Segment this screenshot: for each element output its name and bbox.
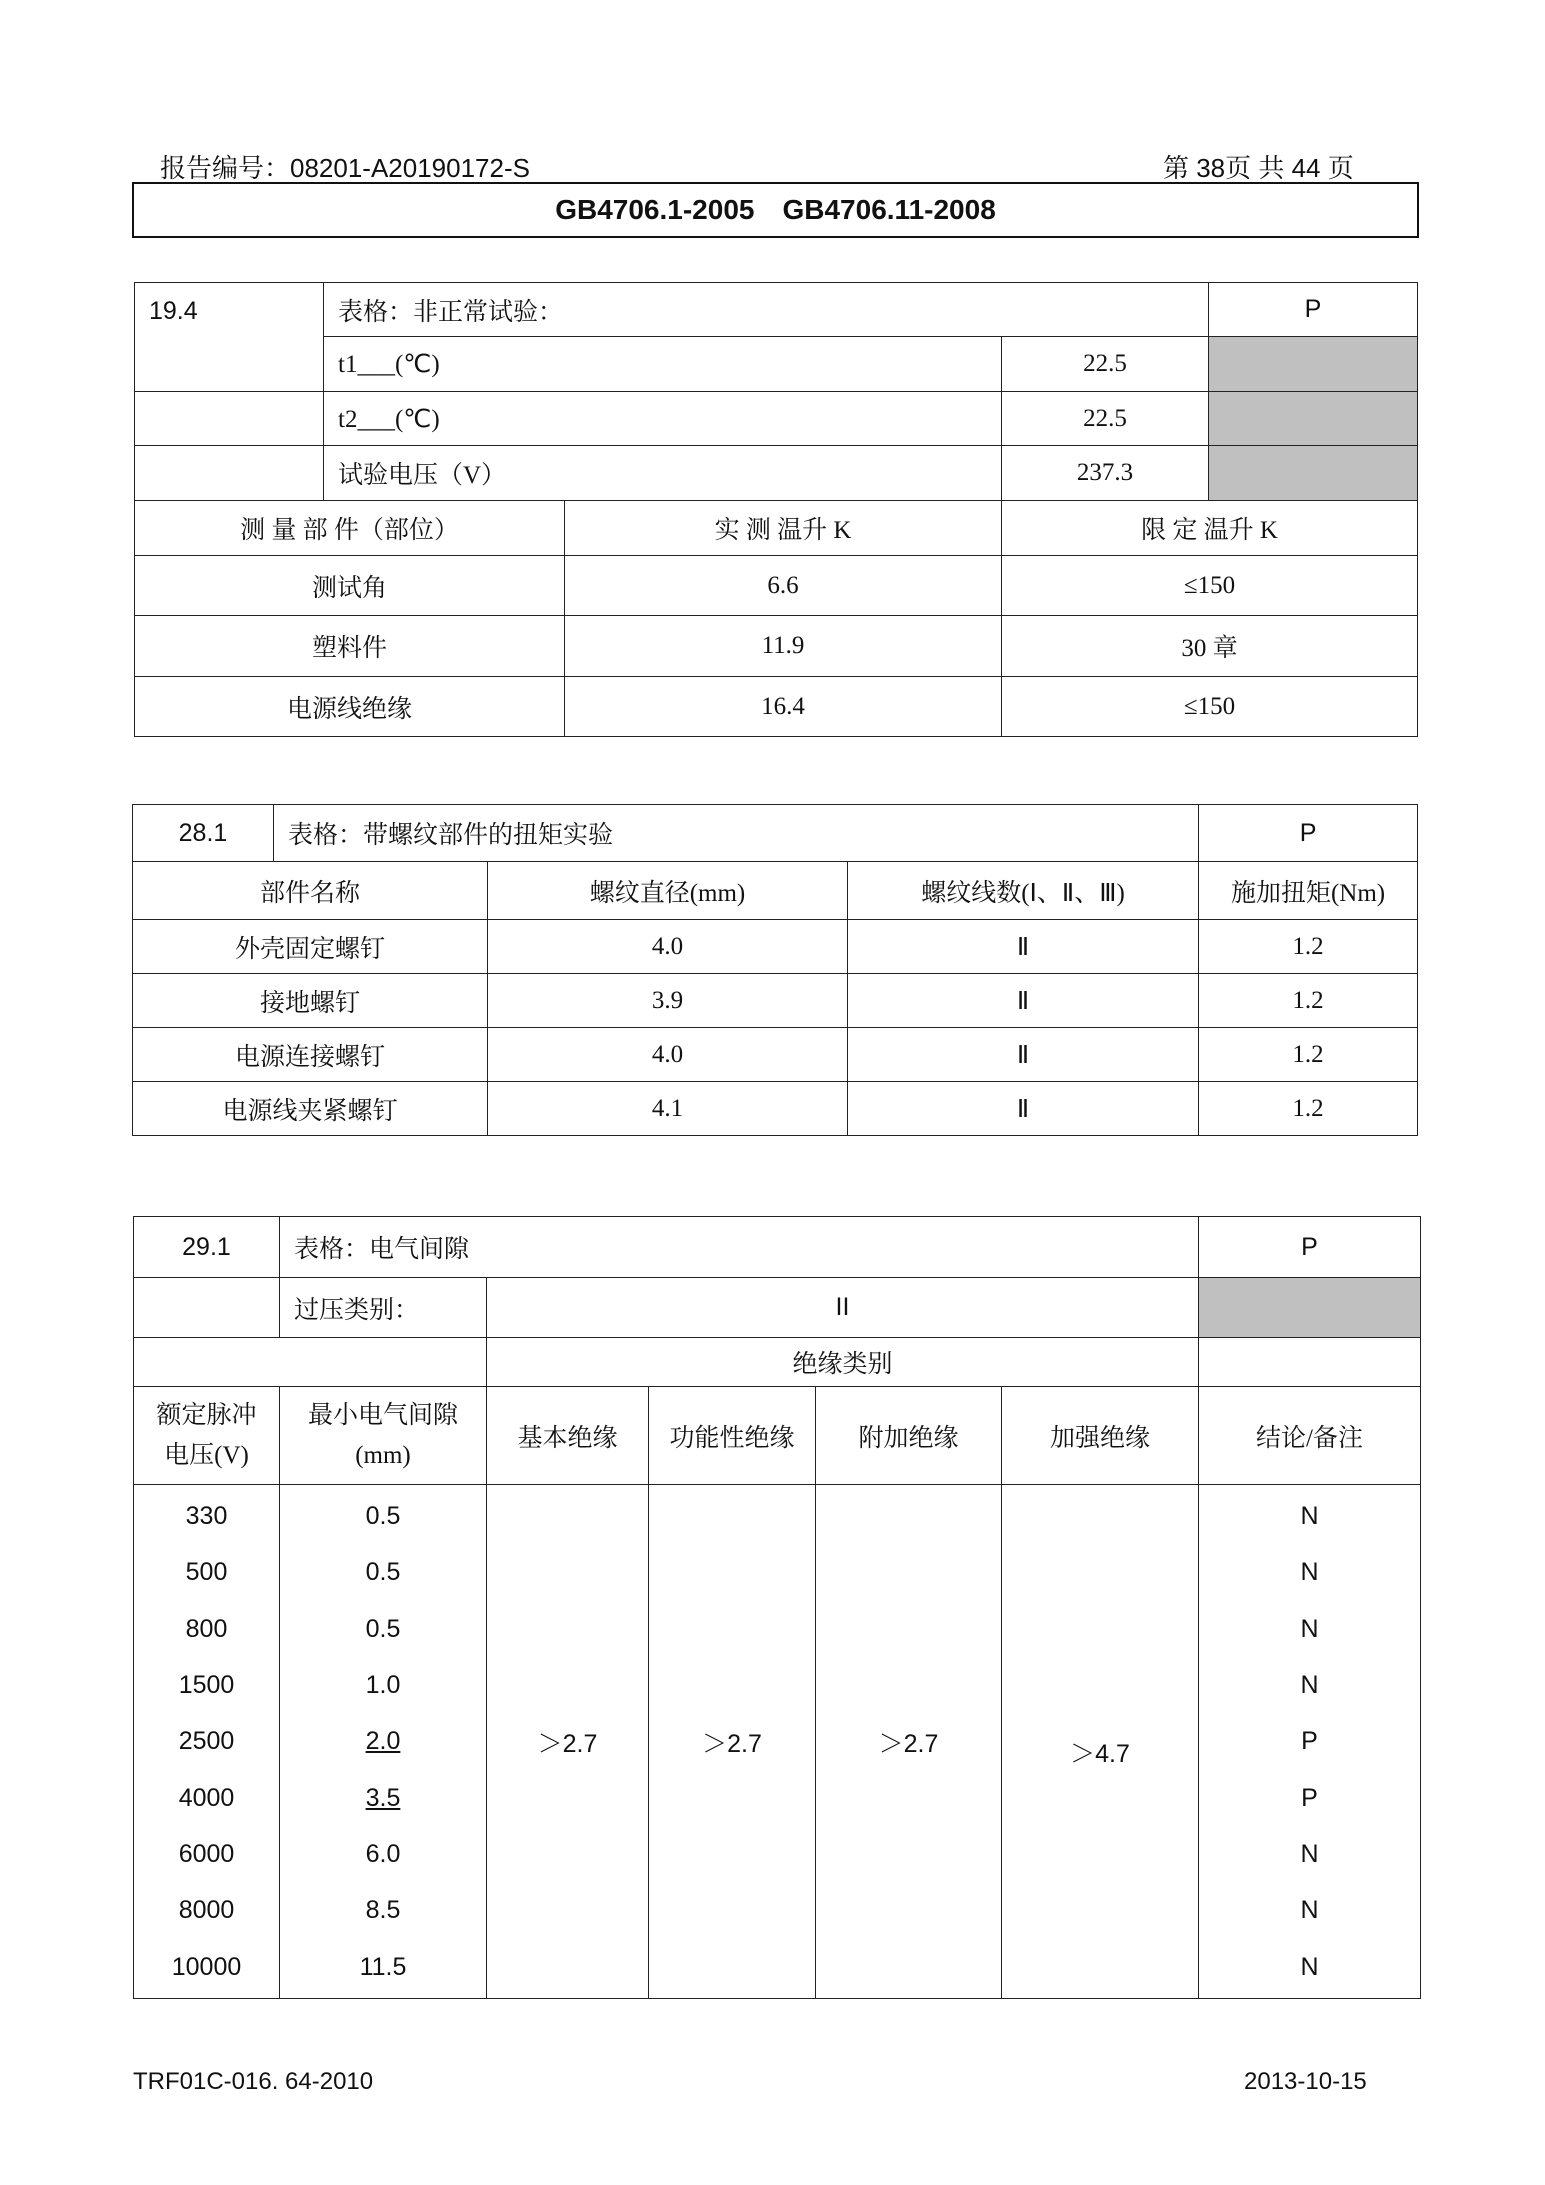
param-label: 试验电压（V）: [324, 446, 1002, 501]
table-row: [135, 677, 1418, 737]
row-verdict: P: [1301, 1727, 1318, 1756]
thread-count: Ⅱ: [848, 974, 1199, 1028]
table-row: [133, 1028, 1418, 1082]
table-19-4: [134, 282, 1418, 737]
empty-cell: [135, 392, 324, 446]
table-title: 表格：非正常试验：: [324, 283, 1209, 337]
param-value: 22.5: [1002, 337, 1209, 392]
clause-28-1: 28.1: [133, 805, 274, 862]
clearance-value: [280, 1713, 486, 1769]
table-title: 表格：电气间隙: [280, 1217, 1199, 1278]
clearance-column: [280, 1485, 487, 1999]
column-header-clearance: [280, 1387, 487, 1485]
voltage-value: 500: [185, 1558, 228, 1587]
clearance-value: 0.5: [365, 1501, 401, 1530]
table-row: [133, 1082, 1418, 1136]
empty-cell: [135, 446, 324, 501]
torque: 1.2: [1199, 920, 1418, 974]
insulation-category-header: 绝缘类别: [487, 1338, 1199, 1387]
voltage-value: 1500: [178, 1670, 235, 1699]
torque: 1.2: [1199, 974, 1418, 1028]
column-header: 测 量 部 件（部位）: [135, 501, 565, 556]
standard-1: GB4706.1-2005: [555, 194, 755, 225]
measured-value: 6.6: [565, 556, 1002, 616]
clearance-value: 8.5: [365, 1896, 401, 1925]
row-verdict: N: [1300, 1614, 1319, 1643]
table-row: [133, 920, 1418, 974]
page-info: 第 38页 共 44 页: [1163, 153, 1354, 183]
param-label: t2___(℃): [324, 392, 1002, 446]
empty-cell: [134, 1278, 280, 1338]
header-line: 最小电气间隙: [307, 1401, 458, 1429]
part-name: 塑料件: [135, 616, 565, 677]
table-title: 表格：带螺纹部件的扭矩实验: [274, 805, 1199, 862]
verdict: P: [1199, 1217, 1421, 1278]
voltage-value: 8000: [178, 1896, 235, 1925]
param-value: 237.3: [1002, 446, 1209, 501]
reinforced-value: ＞4.7: [1070, 1740, 1130, 1768]
row-verdict: N: [1300, 1670, 1319, 1699]
column-header: 部件名称: [133, 862, 488, 920]
part-name: 测试角: [135, 556, 565, 616]
voltage-value: 800: [185, 1614, 228, 1643]
thread-diameter: 4.1: [488, 1082, 848, 1136]
part-name: 外壳固定螺钉: [133, 920, 488, 974]
voltage-column: [134, 1485, 280, 1999]
row-verdict: N: [1300, 1896, 1319, 1925]
torque: 1.2: [1199, 1028, 1418, 1082]
header-line: 电压(V): [164, 1441, 249, 1469]
form-number: TRF01C-016. 64-2010: [133, 2068, 374, 2095]
row-verdict: N: [1300, 1840, 1319, 1869]
limit-value: 30 章: [1002, 616, 1418, 677]
clearance-value: [280, 1770, 486, 1826]
clearance-value-underlined: 2.0: [365, 1727, 401, 1756]
part-name: 电源线绝缘: [135, 677, 565, 737]
standards-title: [132, 182, 1419, 238]
measured-value: 11.9: [565, 616, 1002, 677]
basic-insulation-value: ＞2.7: [487, 1485, 649, 1999]
column-header: 结论/备注: [1199, 1387, 1421, 1485]
verdict: P: [1199, 805, 1418, 862]
voltage-value: 330: [185, 1501, 228, 1530]
empty-cell: [1199, 1338, 1421, 1387]
param-value: 22.5: [1002, 392, 1209, 446]
report-number: 报告编号：08201-A20190172-S: [160, 153, 530, 183]
column-header: 实 测 温升 K: [565, 501, 1002, 556]
clearance-value: 6.0: [365, 1840, 401, 1869]
gray-cell: [1209, 337, 1418, 392]
thread-count: Ⅱ: [848, 920, 1199, 974]
standard-2: GB4706.11-2008: [782, 194, 996, 225]
column-header: 螺纹直径(mm): [488, 862, 848, 920]
clearance-value-underlined: 3.5: [365, 1783, 401, 1812]
gray-cell: [1209, 392, 1418, 446]
clearance-value: 0.5: [365, 1558, 401, 1587]
param-label: t1___(℃): [324, 337, 1002, 392]
voltage-value: 10000: [171, 1952, 242, 1981]
column-header: 附加绝缘: [816, 1387, 1002, 1485]
empty-cell: [134, 1338, 487, 1387]
column-header-voltage: [134, 1387, 280, 1485]
table-row: [135, 556, 1418, 616]
thread-diameter: 4.0: [488, 1028, 848, 1082]
clearance-value: 1.0: [365, 1670, 401, 1699]
clause-29-1: 29.1: [134, 1217, 280, 1278]
row-verdict: P: [1301, 1783, 1318, 1812]
column-header: 限 定 温升 K: [1002, 501, 1418, 556]
voltage-value: 6000: [178, 1840, 235, 1869]
part-name: 电源线夹紧螺钉: [133, 1082, 488, 1136]
column-header: 施加扭矩(Nm): [1199, 862, 1418, 920]
part-name: 接地螺钉: [133, 974, 488, 1028]
functional-insulation-value: ＞2.7: [649, 1485, 816, 1999]
header-line: 额定脉冲: [156, 1401, 257, 1429]
thread-diameter: 4.0: [488, 920, 848, 974]
verdict-column: [1199, 1485, 1421, 1999]
column-header: 功能性绝缘: [649, 1387, 816, 1485]
overvoltage-label: 过压类别：: [280, 1278, 487, 1338]
thread-diameter: 3.9: [488, 974, 848, 1028]
column-header: 加强绝缘: [1002, 1387, 1199, 1485]
form-date: 2013-10-15: [1244, 2068, 1367, 2095]
limit-value: ≤150: [1002, 556, 1418, 616]
supplementary-insulation-value: ＞2.7: [816, 1485, 1002, 1999]
clause-19-4: 19.4: [135, 283, 324, 392]
row-verdict: N: [1300, 1558, 1319, 1587]
clearance-value: 0.5: [365, 1614, 401, 1643]
thread-count: Ⅱ: [848, 1082, 1199, 1136]
row-verdict: N: [1300, 1952, 1319, 1981]
row-verdict: N: [1300, 1501, 1319, 1530]
measured-value: 16.4: [565, 677, 1002, 737]
table-row: [135, 616, 1418, 677]
thread-count: Ⅱ: [848, 1028, 1199, 1082]
voltage-value: 2500: [178, 1727, 235, 1756]
reinforced-insulation-value: [1002, 1485, 1199, 1999]
table-29-1: [133, 1216, 1421, 1999]
header-line: (mm): [355, 1441, 411, 1469]
verdict: P: [1209, 283, 1418, 337]
column-header: 螺纹线数(Ⅰ、Ⅱ、Ⅲ): [848, 862, 1199, 920]
gray-cell: [1199, 1278, 1421, 1338]
column-header: 基本绝缘: [487, 1387, 649, 1485]
gray-cell: [1209, 446, 1418, 501]
voltage-value: 4000: [178, 1783, 235, 1812]
torque: 1.2: [1199, 1082, 1418, 1136]
part-name: 电源连接螺钉: [133, 1028, 488, 1082]
overvoltage-value: II: [487, 1278, 1199, 1338]
clearance-value: 11.5: [359, 1952, 407, 1981]
table-row: [133, 974, 1418, 1028]
table-28-1: [132, 804, 1418, 1136]
limit-value: ≤150: [1002, 677, 1418, 737]
